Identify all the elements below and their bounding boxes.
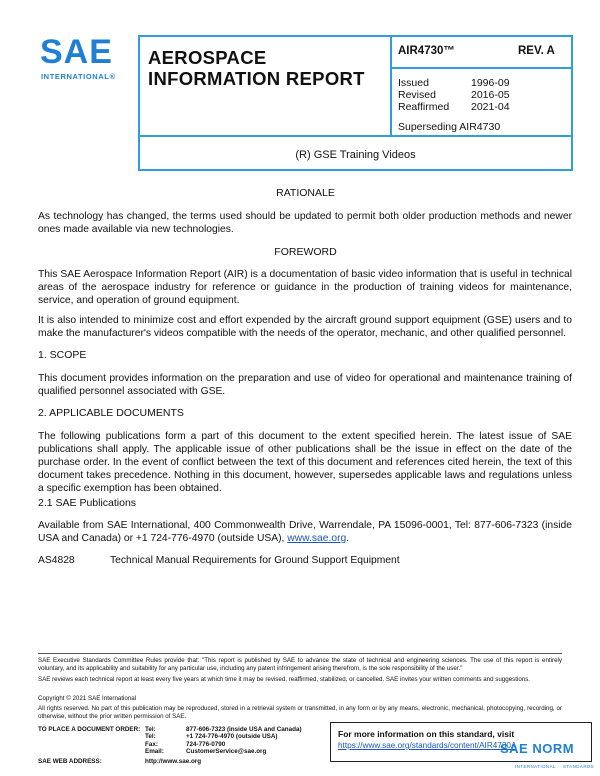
header-divider	[390, 67, 573, 69]
header-divider	[390, 35, 392, 137]
logo-brand: SAE	[40, 33, 113, 71]
report-type-line-2: INFORMATION REPORT	[148, 68, 365, 89]
contact-key: Email:	[145, 748, 164, 755]
logo-registered-mark: ®	[109, 72, 116, 81]
contact-key: Fax:	[145, 741, 158, 748]
contact-value: 877-606-7323 (inside USA and Canada)	[186, 726, 302, 733]
copyright: Copyright © 2021 SAE International	[38, 695, 137, 702]
footer-rule	[38, 653, 562, 654]
sae-logo	[38, 35, 122, 85]
applicable-documents-heading: 2. APPLICABLE DOCUMENTS	[38, 407, 184, 419]
revised-date: 2016-05	[471, 89, 510, 101]
logo-subtitle: INTERNATIONAL	[41, 72, 110, 81]
contact-key: Tel:	[145, 733, 156, 740]
availability-text	[38, 519, 572, 545]
review-text: SAE reviews each technical report at least every five years at which time it may be revised, reaffirmed, stabilized, or cancelled. SAE invites your written comments and suggestions.	[38, 676, 531, 683]
reaffirmed-label: Reaffirmed	[398, 101, 450, 113]
standard-link[interactable]: https://www.sae.org/standards/content/AIR4730A	[338, 741, 517, 750]
order-label: TO PLACE A DOCUMENT ORDER:	[38, 726, 141, 733]
web-address-value[interactable]: http://www.sae.org	[145, 758, 202, 765]
document-number: AIR4730™	[398, 45, 455, 57]
contact-value: +1 724-776-4970 (outside USA)	[186, 733, 278, 740]
web-address-label: SAE WEB ADDRESS:	[38, 758, 102, 765]
sae-publications-heading: 2.1 SAE Publications	[38, 497, 137, 509]
applicable-documents-text: The following publications form a part of this document to the extent specified herein. The latest issue of SAE publications shall apply. The applicable issue of other publications shall be the issue in effect on the date of the purchase order. In the event of conflict between the text of this document and references cited herein, the text of this document takes precedence. Nothing in this document, however, supersedes applicable laws and regulations unless a specific exemption has been obtained.	[38, 431, 572, 494]
reference-code: AS4828	[38, 555, 75, 566]
issued-label: Issued	[398, 77, 429, 89]
rationale-heading: RATIONALE	[276, 187, 335, 199]
revised-label: Revised	[398, 89, 436, 101]
watermark-stamp: SAE NORM	[500, 741, 575, 756]
watermark-left: INTERNATIONAL	[515, 764, 556, 769]
report-type-line-1: AEROSPACE	[148, 47, 267, 68]
availability-sentence: Available from SAE International, 400 Commonwealth Drive, Warrendale, PA 15096-0001, Tel: 877-606-7323 (inside USA and Canada) or +1 724-776-4970 (outside USA),	[38, 520, 572, 544]
contact-key: Tel:	[145, 726, 156, 733]
rights-text: All rights reserved. No part of this publication may be reproduced, stored in a retrieval system or transmitted, in any form or by any means, electronic, mechanical, photocopying, recording, or otherwise, without the prior written permission of SAE.	[38, 705, 562, 720]
superseding-note: Superseding AIR4730	[398, 121, 501, 133]
reference-title: Technical Manual Requirements for Ground Support Equipment	[110, 555, 400, 566]
scope-text: This document provides information on the preparation and use of video for operational and maintenance training of qualified personnel associated with GSE.	[38, 373, 572, 397]
rationale-text: As technology has changed, the terms used should be updated to permit both older production methods and newer ones made available via new technologies.	[38, 211, 572, 235]
foreword-paragraph: This SAE Aerospace Information Report (AIR) is a documentation of basic video information that is useful in technical areas of the aerospace industry for reference or guidance in the production of training videos for maintenance, service, and operation of ground equipment.	[38, 269, 572, 306]
issued-date: 1996-09	[471, 77, 510, 89]
watermark-right: STANDARDS	[563, 764, 595, 769]
report-type	[148, 47, 365, 89]
foreword-paragraph: It is also intended to minimize cost and effort expended by the aircraft ground support equipment (GSE) users and to make the manufacturer's videos compatible with the needs of the operator, mechanic, and other qualified personnel.	[38, 315, 572, 339]
reaffirmed-date: 2021-04	[471, 101, 510, 113]
committee-rules-text: SAE Executive Standards Committee Rules provide that: "This report is published by SAE to advance the state of technical and engineering sciences. The use of this report is entirely voluntary, and its applicability and suitability for any particular use, including any patent infringement arising therefrom, is the sole responsibility of the user."	[38, 657, 562, 672]
document-title: (R) GSE Training Videos	[295, 149, 416, 161]
more-info-title: For more information on this standard, visit	[338, 729, 515, 739]
contact-email[interactable]: CustomerService@sae.org	[186, 748, 267, 755]
foreword-heading: FOREWORD	[274, 246, 337, 258]
contact-value: 724-776-0790	[186, 741, 226, 748]
availability-period: .	[346, 533, 350, 544]
revision-label: REV. A	[518, 45, 555, 57]
scope-heading: 1. SCOPE	[38, 349, 87, 361]
sae-website-link[interactable]: www.sae.org	[287, 533, 347, 544]
